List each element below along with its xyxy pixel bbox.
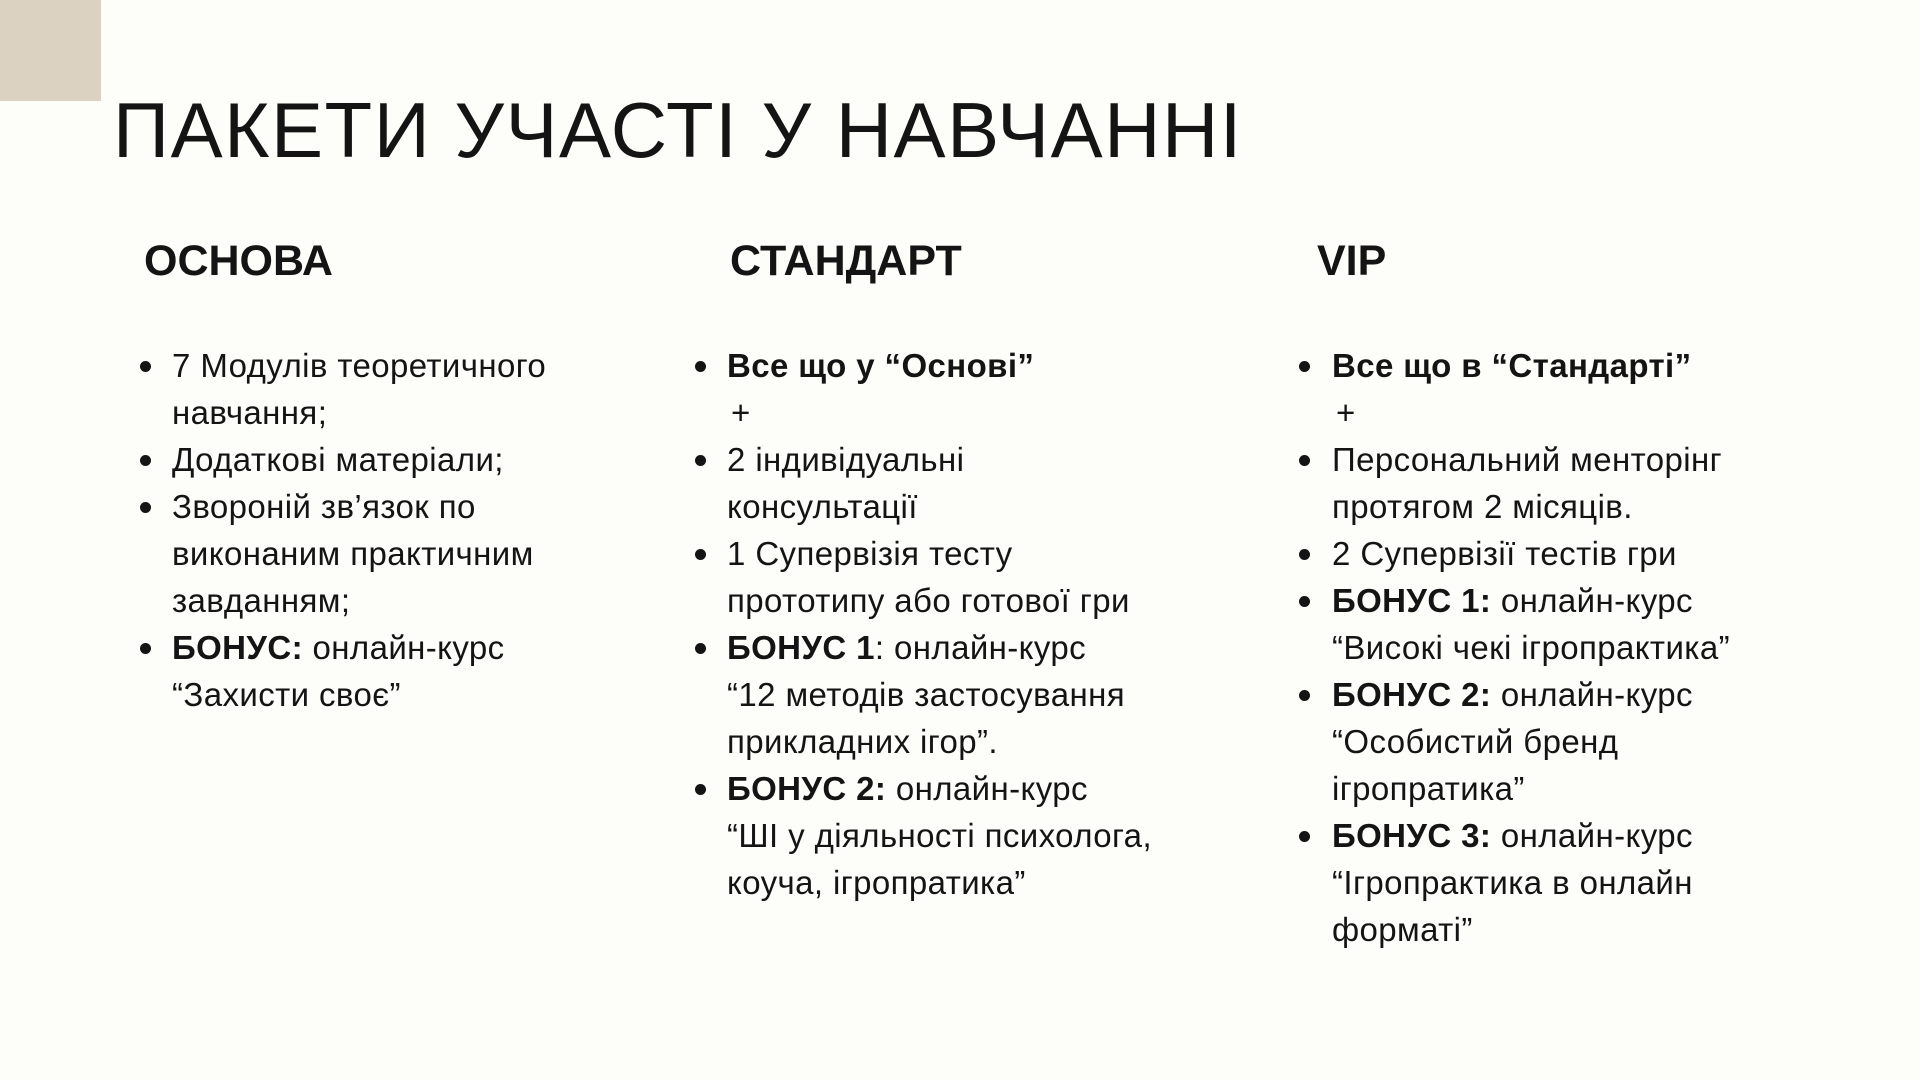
item-text: “12 методів застосування <box>727 676 1125 713</box>
plus-sign: + <box>1336 394 1356 431</box>
item-text: навчання; <box>172 394 328 431</box>
bonus-label: БОНУС 1: <box>1332 582 1492 619</box>
item-text: “ШІ у діяльності психолога, <box>727 817 1153 854</box>
bullet-icon <box>695 549 706 560</box>
item-text: 2 Супервізії тестів гри <box>1332 535 1677 572</box>
item-text: “Високі чекі ігропрактика” <box>1332 629 1730 666</box>
bullet-icon <box>140 502 151 513</box>
item-text: онлайн-курс <box>1491 817 1693 854</box>
list-item <box>727 530 1152 624</box>
item-text: “Особистий бренд <box>1332 723 1619 760</box>
bullet-icon <box>695 784 706 795</box>
bullet-icon <box>695 361 706 372</box>
list-item <box>1332 530 1730 577</box>
item-text: консультації <box>727 488 918 525</box>
item-text: Все що у “Основі” <box>727 347 1035 384</box>
plus-sign: + <box>731 394 751 431</box>
package-items <box>172 342 546 718</box>
list-item <box>1332 671 1730 812</box>
item-text: протягом 2 місяців. <box>1332 488 1633 525</box>
package-title: СТАНДАРТ <box>730 237 962 285</box>
bonus-label: БОНУС 2: <box>727 770 887 807</box>
package-title: ОСНОВА <box>144 237 333 285</box>
bullet-icon <box>695 455 706 466</box>
bonus-label: БОНУС 2: <box>1332 676 1492 713</box>
list-item <box>1332 577 1730 671</box>
bonus-label: БОНУС 1 <box>727 629 875 666</box>
item-text: коуча, ігропратика” <box>727 864 1026 901</box>
list-item <box>727 342 1152 436</box>
item-text: 1 Супервізія тесту <box>727 535 1013 572</box>
list-item <box>727 624 1152 765</box>
list-item <box>727 765 1152 906</box>
bonus-label: БОНУС: <box>172 629 303 666</box>
package-items <box>1332 342 1730 953</box>
list-item <box>1332 436 1730 530</box>
bullet-icon <box>1299 831 1310 842</box>
item-text: форматі” <box>1332 911 1473 948</box>
list-item <box>172 624 546 718</box>
bullet-icon <box>140 361 151 372</box>
item-text: Все що в “Стандарті” <box>1332 347 1692 384</box>
bullet-icon <box>1299 596 1310 607</box>
item-text: Звороній зв’язок по <box>172 488 476 525</box>
item-text: онлайн-курс <box>1491 582 1693 619</box>
item-text: 7 Модулів теоретичного <box>172 347 547 384</box>
item-text: Персональний менторінг <box>1332 441 1723 478</box>
list-item <box>1332 812 1730 953</box>
bullet-icon <box>140 643 151 654</box>
item-text: прототипу або готової гри <box>727 582 1130 619</box>
corner-accent-block <box>0 0 101 101</box>
list-item <box>727 436 1152 530</box>
list-item <box>172 342 546 436</box>
bullet-icon <box>1299 361 1310 372</box>
item-text: “Захисти своє” <box>172 676 401 713</box>
list-item <box>172 436 546 483</box>
bullet-icon <box>1299 455 1310 466</box>
item-text: “Ігропрактика в онлайн <box>1332 864 1693 901</box>
package-items <box>727 342 1152 906</box>
package-title: VIP <box>1317 237 1387 285</box>
item-text: онлайн-курс <box>302 629 505 666</box>
slide-title: ПАКЕТИ УЧАСТІ У НАВЧАННІ <box>113 86 1243 174</box>
list-item <box>1332 342 1730 436</box>
item-text: 2 індивідуальні <box>727 441 965 478</box>
bullet-icon <box>695 643 706 654</box>
item-text: онлайн-курс <box>1491 676 1693 713</box>
item-text: завданням; <box>172 582 351 619</box>
item-text: прикладних ігор”. <box>727 723 998 760</box>
bullet-icon <box>140 455 151 466</box>
item-text: : онлайн-курс <box>874 629 1087 666</box>
item-text: виконаним практичним <box>172 535 534 572</box>
item-text: Додаткові матеріали; <box>172 441 504 478</box>
item-text: онлайн-курс <box>886 770 1088 807</box>
bullet-icon <box>1299 549 1310 560</box>
list-item <box>172 483 546 624</box>
bullet-icon <box>1299 690 1310 701</box>
item-text: ігропратика” <box>1332 770 1525 807</box>
bonus-label: БОНУС 3: <box>1332 817 1492 854</box>
